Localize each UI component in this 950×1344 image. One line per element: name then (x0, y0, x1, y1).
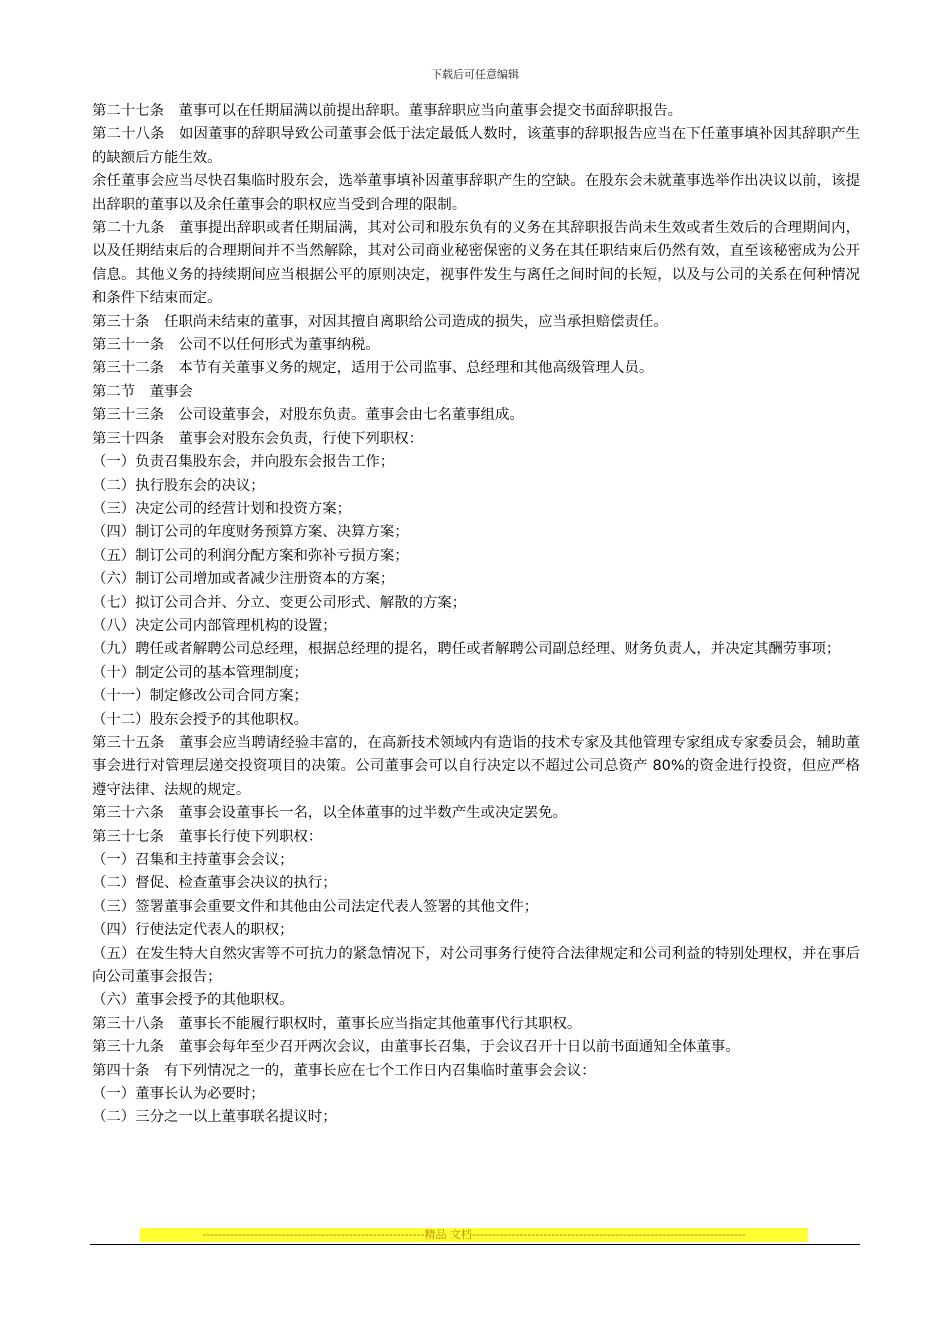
footer-divider (90, 1244, 860, 1245)
paragraph: 第二十九条 董事提出辞职或者任期届满，其对公司和股东负有的义务在其辞职报告尚未生效或者生效后的合理期间内，以及任期结束后的合理期间并不当然解除，其对公司商业秘密保密的义务在其任职结束后仍然有效，直至该秘密成为公开信息。其他义务的持续期间应当根据公平的原则决定，视事件发生与离任之间时间的长短，以及与公司的关系在何种情况和条件下结束而定。 (92, 220, 860, 307)
paragraph: 第三十条 任职尚未结束的董事，对因其擅自离职给公司造成的损失，应当承担赔偿责任。 (92, 313, 668, 330)
paragraph: （一）董事长认为必要时； (92, 1086, 265, 1103)
paragraph: （四）制订公司的年度财务预算方案、决算方案； (92, 524, 409, 541)
paragraph: （十）制定公司的基本管理制度； (92, 664, 308, 681)
document-body (92, 100, 860, 1130)
paragraph: （一）负责召集股东会，并向股东会报告工作； (92, 454, 395, 471)
paragraph: 第三十九条 董事会每年至少召开两次会议，由董事长召集，于会议召开十日以前书面通知全体董事。 (92, 1039, 740, 1056)
paragraph: （七）拟订公司合并、分立、变更公司形式、解散的方案； (92, 594, 467, 611)
paragraph: （四）行使法定代表人的职权； (92, 922, 294, 939)
paragraph: （一）召集和主持董事会会议； (92, 852, 294, 868)
paragraph: （五）在发生特大自然灾害等不可抗力的紧急情况下，对公司事务行使符合法律规定和公司利益的特别处理权，并在事后向公司董事会报告； (92, 945, 860, 986)
paragraph: 第三十五条 董事会应当聘请经验丰富的，在高新技术领域内有造诣的技术专家及其他管理专家组成专家委员会，辅助董事会进行对管理层递交投资项目的决策。公司董事会可以自行决定以不超过公司总资产 80%的资金进行投资，但应严格遵守法律、法规的规定。 (92, 734, 860, 798)
paragraph: 第三十七条 董事长行使下列职权： (92, 828, 323, 845)
paragraph: （十一）制定修改公司合同方案； (92, 688, 308, 705)
paragraph: （二）督促、检查董事会决议的执行； (92, 875, 337, 892)
paragraph: （九）聘任或者解聘公司总经理，根据总经理的提名，聘任或者解聘公司副总经理、财务负责人，并决定其酬劳事项； (92, 641, 841, 658)
paragraph: （十二）股东会授予的其他职权。 (92, 711, 308, 728)
paragraph: 第三十二条 本节有关董事义务的规定，适用于公司监事、总经理和其他高级管理人员。 (92, 360, 654, 377)
paragraph: （五）制订公司的利润分配方案和弥补亏损方案； (92, 547, 409, 564)
paragraph: （二）三分之一以上董事联名提议时； (92, 1109, 337, 1126)
paragraph: 第三十三条 公司设董事会，对股东负责。董事会由七名董事组成。 (92, 407, 524, 424)
paragraph: （八）决定公司内部管理机构的设置； (92, 617, 337, 634)
paragraph: 第三十六条 董事会设董事长一名，以全体董事的过半数产生或决定罢免。 (92, 805, 567, 822)
paragraph: 第二节 董事会 (92, 383, 193, 400)
paragraph: 第三十四条 董事会对股东会负责，行使下列职权： (92, 430, 423, 447)
paragraph: 第三十一条 公司不以任何形式为董事纳税。 (92, 337, 380, 354)
page-header: 下载后可任意编辑 (431, 68, 519, 81)
paragraph: （六）董事会授予的其他职权。 (92, 992, 294, 1009)
paragraph: （三）签署董事会重要文件和其他由公司法定代表人签署的其他文件； (92, 898, 539, 915)
paragraph: 余任董事会应当尽快召集临时股东会，选举董事填补因董事辞职产生的空缺。在股东会未就董事选举作出决议以前，该提出辞职的董事以及余任董事会的职权应当受到合理的限制。 (92, 173, 860, 213)
paragraph: 第三十八条 董事长不能履行职权时，董事长应当指定其他董事代行其职权。 (92, 1015, 582, 1032)
paragraph: 第四十条 有下列情况之一的，董事长应在七个工作日内召集临时董事会会议： (92, 1062, 596, 1079)
paragraph: （二）执行股东会的决议； (92, 477, 265, 494)
paragraph: （六）制订公司增加或者减少注册资本的方案； (92, 571, 395, 588)
footer-banner: --------------------------------------------------------精品 文档--------------------------------------------------------------------- (140, 1228, 808, 1242)
paragraph: 第二十七条 董事可以在任期届满以前提出辞职。董事辞职应当向董事会提交书面辞职报告。 (92, 103, 683, 119)
paragraph: 第二十八条 如因董事的辞职导致公司董事会低于法定最低人数时，该董事的辞职报告应当在下任董事填补因其辞职产生的缺额后方能生效。 (92, 126, 860, 166)
paragraph: （三）决定公司的经营计划和投资方案； (92, 500, 352, 517)
